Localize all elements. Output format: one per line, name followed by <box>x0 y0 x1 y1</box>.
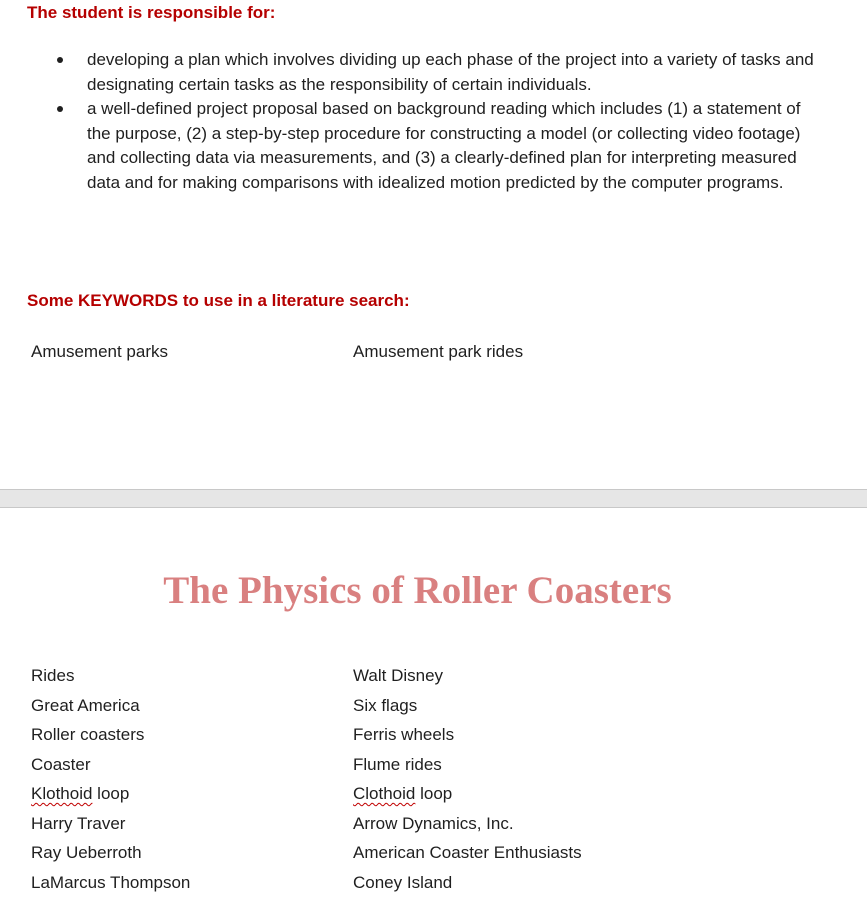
list-item: Coaster <box>31 752 190 782</box>
list-item: American Coaster Enthusiasts <box>353 840 582 870</box>
list-item: Roller coasters <box>31 722 190 752</box>
list-item-text: loop <box>92 784 129 803</box>
bullet-icon <box>57 106 63 112</box>
keyword-list-left <box>31 663 190 899</box>
page-title: The Physics of Roller Coasters <box>0 568 835 613</box>
bullet-icon <box>57 57 63 63</box>
misspelled-word[interactable]: Clothoid <box>353 784 415 803</box>
list-item-text: a well-defined project proposal based on background reading which includes (1) a statement of the purpose, (2) a step-by-step procedure for constructing a model (or collecting video footage) and collecting data via measurements, and (3) a clearly-defined plan for interpreting measured data and for making comparisons with idealized motion predicted by the computer programs. <box>87 99 801 192</box>
list-item: Ray Ueberroth <box>31 840 190 870</box>
list-item-text: developing a plan which involves dividing up each phase of the project into a variety of tasks and designating certain tasks as the responsibility of certain individuals. <box>87 50 814 94</box>
list-item: Six flags <box>353 693 582 723</box>
keyword-left: Amusement parks <box>31 342 168 362</box>
keyword-right: Amusement park rides <box>353 342 523 362</box>
page-break-gap <box>0 489 867 508</box>
list-item: LaMarcus Thompson <box>31 870 190 899</box>
responsibility-heading: The student is responsible for: <box>27 3 275 23</box>
list-item <box>31 781 190 811</box>
misspelled-word[interactable]: Klothoid <box>31 784 92 803</box>
list-item: Arrow Dynamics, Inc. <box>353 811 582 841</box>
list-item-text: loop <box>415 784 452 803</box>
responsibility-list <box>0 48 867 196</box>
list-item: Ferris wheels <box>353 722 582 752</box>
keywords-heading: Some KEYWORDS to use in a literature search: <box>27 291 410 311</box>
list-item: Walt Disney <box>353 663 582 693</box>
list-item: Harry Traver <box>31 811 190 841</box>
list-item: Flume rides <box>353 752 582 782</box>
list-item <box>0 48 827 97</box>
list-item <box>0 97 827 195</box>
list-item: Great America <box>31 693 190 723</box>
list-item: Rides <box>31 663 190 693</box>
list-item: Coney Island <box>353 870 582 899</box>
list-item <box>353 781 582 811</box>
keyword-list-right <box>353 663 582 899</box>
